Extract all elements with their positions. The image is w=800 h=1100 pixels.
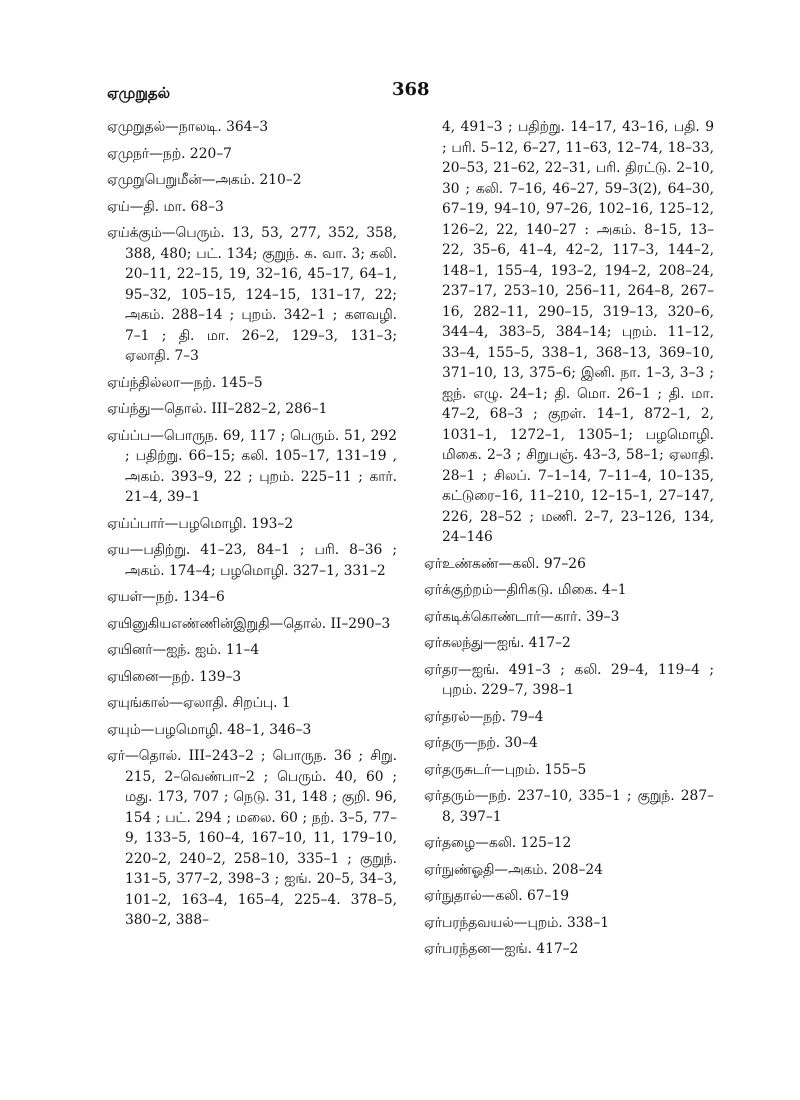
index-entry: ஏய்—தி. மா. 68–3 — [107, 198, 224, 215]
index-entry: ஏர்நுண்ஓதி—அகம். 208–24 — [424, 861, 603, 878]
index-entry: ஏர்தரும்—நற். 237–10, 335–1 ; குறுந். 287–8, 397–1 — [424, 788, 714, 825]
index-entry: ஏர்உண்கண்—கலி. 97–26 — [424, 555, 586, 572]
index-entry: ஏர்—தொல். III–243–2 ; பொருந. 36 ; சிறு. 215, 2–வெண்பா–2 ; பெரும். 40, 60 ; மது. 173, 707 ; நெடு. 31, 148 ; குறி. 96, 154 ; பட். 294 ; மலை. 60 ; நற். 3–5, 77–9, 133–5, 160–4, 167–10, 11, 179–10, 220–2, 240–2, 258–10, 335–1 ; குறுந். 131–5, 377–2, 398–3 ; ஐங். 20–5, 34–3, 101–2, 163–4, 165–4, 225–4. 378–5, 380–2, 388– — [107, 748, 397, 928]
index-entry: ஏர்தரு—நற். 30–4 — [424, 735, 538, 751]
index-entry: ஏர்கடிக்கொண்டார்—கார். 39–3 — [424, 608, 620, 625]
index-entry: ஏய்ந்து—தொல். III–282–2, 286–1 — [107, 401, 328, 417]
index-entry: ஏய்ந்தில்லா—நற். 145–5 — [107, 374, 263, 391]
page-number: 368 — [392, 79, 430, 100]
index-entry: ஏர்க்குற்றம்—திரிகடு. மிகை. 4–1 — [424, 582, 627, 598]
index-entry-continuation: 4, 491–3 ; பதிற்று. 14–17, 43–16, பதி. 9 ; பரி. 5–12, 6–27, 11–63, 12–74, 18–33, 20–53, 21–62, 22–31, பரி. திரட்டு. 2–10, 30 ; கலி. 7–16, 46–27, 59–3(2), 64–30, 67–19, 94–10, 97–26, 102–16, 125–12, 126–2, 22, 140–27 : அகம். 8–15, 13–22, 35–6, 41–4, 42–2, 117–3, 144–2, 148–1, 155–4, 193–2, 194–2, 208–24, 237–17, 253–10, 256–11, 264–8, 267–16, 282–11, 290–15, 319–13, 320–6, 344–4, 383–5, 384–14; புறம். 11–12, 33–4, 155–5, 338–1, 368–13, 369–10, 371–10, 13, 375–6; இனி. நா. 1–3, 3–3 ; ஐந். எழு. 24–1; தி. மொ. 26–1 ; தி. மா. 47–2, 68–3 ; குறள். 14–1, 872–1, 2, 1031–1, 1272–1, 1305–1; பழமொழி. மிகை. 2–3 ; சிறுபஞ். 43–3, 58–1; ஏலாதி. 28–1 ; சிலப். 7–1–14, 7–11–4, 10–135, கட்டுரை–16, 11–210, 12–15–1, 27–147, 226, 28–52 ; மணி. 2–7, 23–126, 134, 24–146 — [442, 119, 714, 545]
index-entry: ஏர்நுதால்—கலி. 67–19 — [424, 888, 569, 904]
index-entry: ஏர்பரந்தன—ஐங். 417–2 — [424, 941, 579, 957]
index-entry: ஏயினை—நற். 139–3 — [107, 668, 242, 685]
index-entry: ஏமுறுதல்—நாலடி. 364–3 — [107, 119, 269, 135]
index-entry: ஏர்தரல்—நற். 79–4 — [424, 708, 544, 725]
index-entry: ஏர்தருசுடர்—புறம். 155–5 — [424, 761, 587, 778]
index-entry: ஏய்ப்பார்—பழமொழி. 193–2 — [107, 515, 294, 532]
index-entry: ஏயுங்கால்—ஏலாதி. சிறப்பு. 1 — [107, 695, 291, 711]
index-entry: ஏர்கலந்து—ஐங். 417–2 — [424, 635, 571, 651]
index-entry: ஏமுநர்—நற். 220–7 — [107, 145, 232, 162]
index-entry: ஏய—பதிற்று. 41–23, 84–1 ; பரி. 8–36 ; அகம். 174–4; பழமொழி. 327–1, 331–2 — [107, 542, 397, 579]
index-entry: ஏயினுகியஎண்ணின்இறுதி—தொல். II–290–3 — [107, 615, 391, 632]
index-entry: ஏர்பரந்தவயல்—புறம். 338–1 — [424, 914, 610, 931]
index-entry: ஏர்தழை—கலி. 125–12 — [424, 835, 572, 851]
index-entry: ஏய்ப்ப—பொருந. 69, 117 ; பெரும். 51, 292 ; பதிற்று. 66–15; கலி. 105–17, 131–19 , அகம். 393–9, 22 ; புறம். 225–11 ; கார். 21–4, 39–1 — [107, 427, 397, 505]
index-entry: ஏயள்—நற். 134–6 — [107, 589, 225, 605]
index-entry: ஏர்தர—ஐங். 491–3 ; கலி. 29–4, 119–4 ; புறம். 229–7, 398–1 — [424, 661, 714, 698]
index-entry: ஏய்க்கும்—பெரும். 13, 53, 277, 352, 358, 388, 480; பட். 134; குறுந். க. வா. 3; கலி. 20–11, 22–15, 19, 32–16, 45–17, 64–1, 95–32, 105–15, 124–15, 131–17, 22; அகம். 288–14 ; புறம். 342–1 ; களவழி. 7–1 ; தி. மா. 26–2, 129–3, 131–3; ஏலாதி. 7–3 — [107, 225, 397, 364]
index-entry: ஏயும்—பழமொழி. 48–1, 346–3 — [107, 721, 312, 738]
index-entry: ஏயினர்—ஐந். ஐம். 11–4 — [107, 642, 260, 658]
running-head: ஏமுறுதல் — [107, 84, 171, 102]
left-column — [107, 117, 397, 937]
right-column — [424, 117, 714, 966]
index-entry: ஏமுறுபெறுமீன்—அகம். 210–2 — [107, 172, 302, 188]
